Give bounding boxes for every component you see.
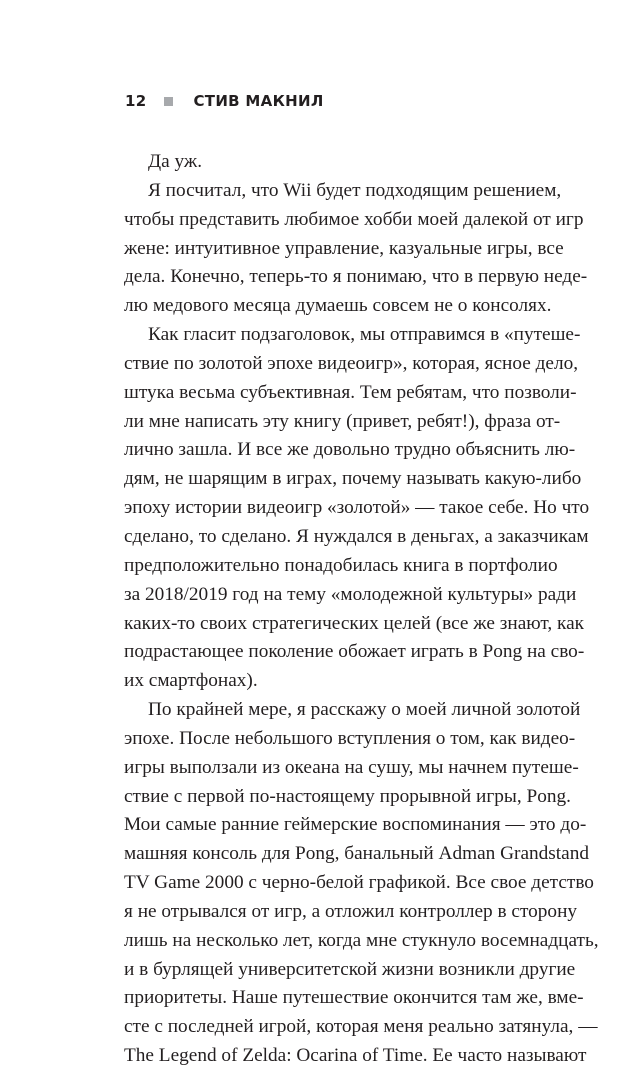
- text-line: сделано, то сделано. Я нуждался в деньгах, а заказчикам: [124, 525, 589, 547]
- text-line: приоритеты. Наше путешествие окончится там же, вме-: [124, 987, 584, 1009]
- text-line: и в бурлящей университетской жизни возникли другие: [124, 958, 576, 980]
- text-line: предположительно понадобилась книга в портфолио: [124, 554, 558, 576]
- text-line: лишь на несколько лет, когда мне стукнуло восемнадцать,: [124, 929, 599, 951]
- text-line: за 2018/2019 год на тему «молодежной культуры» ради: [124, 583, 577, 605]
- text-line: игры выползали из океана на сушу, мы начнем путеше-: [124, 756, 579, 778]
- running-title: СТИВ МАКНИЛ: [193, 92, 324, 110]
- text-line: ствие по золотой эпохе видеоигр», которая, ясное дело,: [124, 352, 579, 374]
- text-line: Мои самые ранние геймерские воспоминания — это до-: [124, 814, 587, 836]
- text-line: дям, не шарящим в играх, почему называть какую-либо: [124, 468, 582, 490]
- body-text: [124, 148, 599, 1071]
- page-number: 12: [125, 92, 147, 110]
- text-line: каких-то своих стратегических целей (все же знают, как: [124, 612, 585, 634]
- text-line: Да уж.: [148, 151, 203, 172]
- text-line: я не отрывался от игр, а отложил контроллер в сторону: [124, 900, 578, 922]
- text-line: их смартфонах).: [124, 670, 258, 692]
- header-separator-square: [164, 97, 173, 106]
- text-line: Я посчитал, что Wii будет подходящим решением,: [148, 179, 562, 201]
- text-line: чтобы представить любимое хобби моей далекой от игр: [124, 208, 584, 230]
- text-line: штука весьма субъективная. Тем ребятам, что позволи-: [124, 381, 577, 403]
- text-line: машняя консоль для Pong, банальный Adman Grandstand: [124, 843, 589, 865]
- text-line: The Legend of Zelda: Ocarina of Time. Ее часто называют: [124, 1045, 587, 1067]
- text-line: эпохе. После небольшого вступления о том, как видео-: [124, 727, 576, 749]
- text-line: лично зашла. И все же довольно трудно объяснить лю-: [124, 439, 576, 461]
- text-line: ли мне написать эту книгу (привет, ребят!), фраза от-: [124, 410, 561, 432]
- running-header: [125, 90, 324, 112]
- text-line: сте с последней игрой, которая меня реально затянула, —: [124, 1016, 598, 1038]
- text-line: лю медового месяца думаешь совсем не о консолях.: [124, 295, 552, 317]
- text-line: Как гласит подзаголовок, мы отправимся в «путеше-: [148, 324, 581, 346]
- text-line: подрастающее поколение обожает играть в Pong на сво-: [124, 641, 585, 663]
- text-line: эпоху истории видеоигр «золотой» — такое себе. Но что: [124, 497, 590, 519]
- text-line: жене: интуитивное управление, казуальные игры, все: [124, 237, 564, 259]
- text-line: дела. Конечно, теперь-то я понимаю, что в первую неде-: [124, 266, 588, 288]
- text-line: По крайней мере, я расскажу о моей личной золотой: [148, 699, 581, 721]
- text-line: ствие с первой по-настоящему прорывной игры, Pong.: [124, 785, 571, 807]
- text-line: TV Game 2000 с черно-белой графикой. Все свое детство: [124, 872, 594, 894]
